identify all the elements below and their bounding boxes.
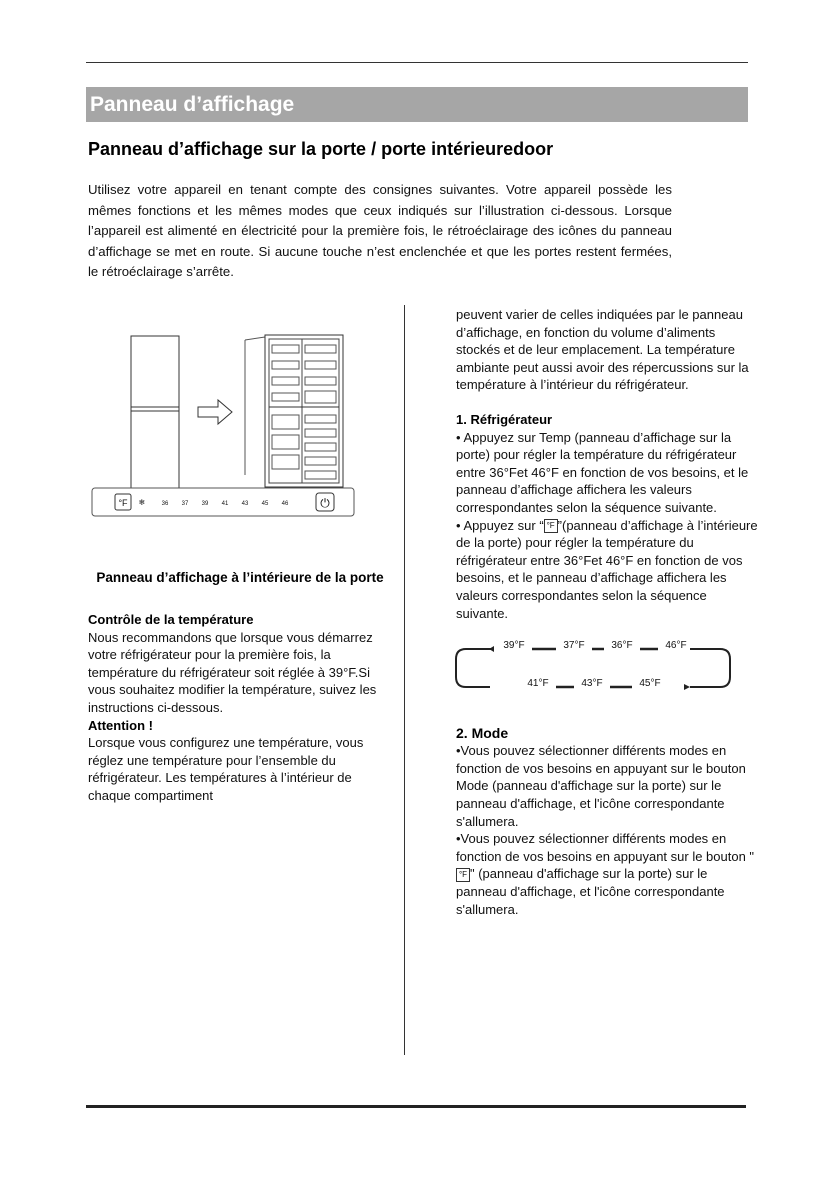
- fahrenheit-key-icon: °F: [544, 519, 558, 533]
- section-title: Panneau d’affichage: [86, 87, 748, 122]
- temperature-sequence-diagram: [454, 638, 744, 700]
- sequence-temp-label: 45°F: [639, 678, 661, 690]
- fridge-bullet-1: • Appuyez sur Temp (panneau d’affichage sur la porte) pour régler la température du réfrigérateur entre 36°Fet 46°F en fonction de vos besoins, et le panneau d’affichage affichera les valeurs correspondantes selon la séquence suivante.: [456, 429, 749, 515]
- sequence-temp-label: 46°F: [665, 640, 687, 652]
- sequence-bottom-row: [527, 678, 660, 689]
- panel-temp-label: 39: [201, 501, 209, 507]
- column-divider: [404, 305, 405, 1055]
- mode-bullet-1: •Vous pouvez sélectionner différents modes en fonction de vos besoins en appuyant sur le bouton Mode (panneau d'affichage sur la porte) sur le panneau d'affichage, et l'icône correspondante s'allumera.: [456, 743, 746, 829]
- panel-temp-label: 37: [181, 501, 189, 507]
- sequence-temp-label: 36°F: [611, 640, 633, 652]
- panel-temp-label: 46: [281, 501, 289, 507]
- temp-control-text: Nous recommandons que lorsque vous démarrez votre réfrigérateur pour la première fois, la température du réfrigérateur soit réglée à 39°F.Si vous souhaitez modifier la température, suivez les instructions ci-dessous.: [88, 629, 377, 715]
- mode-heading: 2. Mode: [456, 724, 509, 741]
- fridge-bullet-2: [456, 517, 761, 623]
- panel-temp-label: 41: [221, 501, 229, 507]
- mode-bullet-2: [456, 830, 761, 918]
- intro-paragraph: [88, 180, 672, 283]
- open-fridge-image: [245, 335, 343, 487]
- mode-bullet-2-end: " (panneau d'affichage sur la porte) sur le panneau d'affichage, et l'icône correspondante s'allumera.: [456, 866, 725, 917]
- sequence-temp-label: 43°F: [581, 678, 603, 690]
- intro-text: Utilisez votre appareil en tenant compte des consignes suivantes. Votre appareil possède les mêmes fonctions et les mêmes modes que ceux indiqués sur l’illustration ci-dessous. Lorsque l’appareil est alimenté en électricité pour la première fois, le rétroéclairage des icônes du panneau d’affichage se met en route. Si aucune touche n’est enclenchée et que les portes restent fermées, le rétroéclairage s’arrête.: [88, 182, 672, 279]
- bottom-rule: [86, 1105, 746, 1108]
- power-icon: ⏻: [320, 496, 330, 510]
- attention-heading: Attention !: [88, 717, 153, 733]
- panel-inside-door-label: Panneau d’affichage à l’intérieure de la porte: [96, 570, 384, 585]
- fridge-bullet-2-start: • Appuyez sur “: [456, 517, 544, 533]
- sequence-temp-label: 39°F: [503, 640, 525, 652]
- page-subheading: Panneau d’affichage sur la porte / porte intérieuredoor: [88, 139, 554, 159]
- top-rule: [86, 62, 748, 63]
- fridge-illustration: [90, 325, 390, 525]
- fridge-bullet-2-end: ”(panneau d’affichage à l’intérieure de la porte) pour régler la température du réfrigérateur entre 36°Fet 46°F en fonction de vos besoins, et le panneau d’affichage affichera les valeurs correspondantes selon la séquence suivante.: [456, 517, 758, 621]
- sequence-temp-label: 37°F: [563, 640, 585, 652]
- control-panel: [92, 488, 354, 516]
- mode-key-icon: °F: [456, 868, 470, 882]
- panel-temp-label: 43: [241, 501, 249, 507]
- snowflake-icon: ❄: [138, 498, 146, 507]
- arrow-right-icon: [198, 400, 232, 424]
- closed-fridge-image: [131, 336, 179, 488]
- attention-text: Lorsque vous configurez une température, vous réglez une température pour l’ensemble du réfrigérateur. Les températures à l’intérieur de chaque compartiment: [88, 735, 364, 803]
- right-column: [456, 306, 761, 918]
- temperature-control-section: [88, 611, 388, 805]
- sequence-top-row: [503, 640, 686, 651]
- unit-key-label: °F: [118, 498, 128, 508]
- temp-control-heading: Contrôle de la température: [88, 612, 254, 627]
- fridge-heading: 1. Réfrigérateur: [456, 411, 553, 427]
- panel-temp-label: 36: [161, 501, 169, 507]
- sequence-temp-label: 41°F: [527, 678, 549, 690]
- panel-temp-label: 45: [261, 501, 269, 507]
- continuation-text: peuvent varier de celles indiquées par le panneau d’affichage, en fonction du volume d’aliments stockés et de leur emplacement. La température ambiante peut aussi avoir des répercussions sur la température à l’intérieur du réfrigérateur.: [456, 307, 749, 393]
- mode-bullet-2-start: •Vous pouvez sélectionner différents modes en fonction de vos besoins en appuyant sur le bouton ": [456, 831, 755, 864]
